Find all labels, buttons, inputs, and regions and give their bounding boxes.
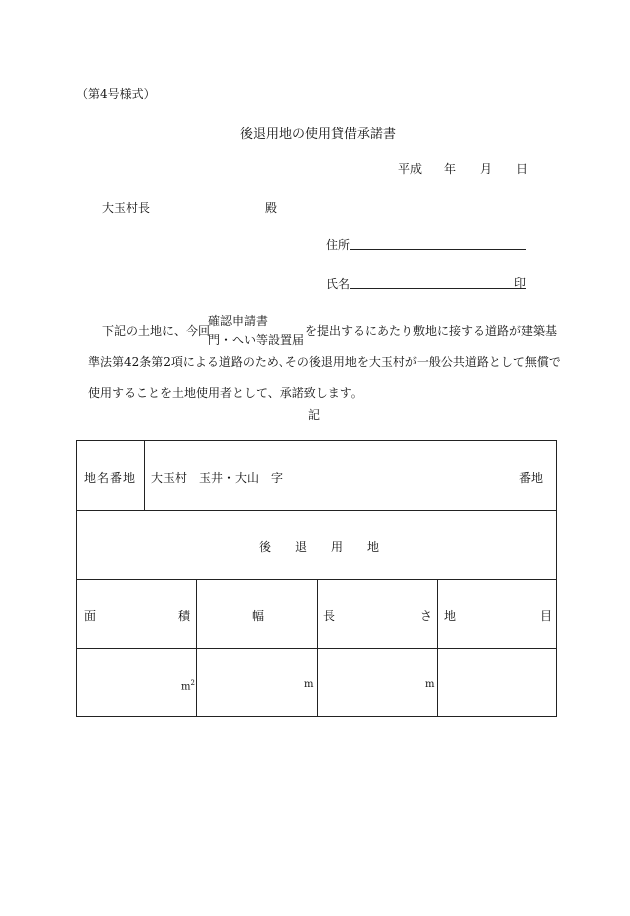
paragraph-line2: 準法第42条第2項による道路のため､その後退用地を大玉村が一般公共道路として無償で xyxy=(88,355,561,369)
addressee-honorific: 殿 xyxy=(265,201,278,215)
header-area-right: 積 xyxy=(178,609,191,623)
unit-width: m xyxy=(304,679,314,690)
column-divider xyxy=(437,579,438,716)
location-value[interactable]: 大玉村 玉井・大山 字 xyxy=(151,471,284,485)
header-length-right: さ xyxy=(420,609,433,623)
banchi-label: 番地 xyxy=(519,471,544,485)
name-label: 氏名 xyxy=(326,277,351,291)
seal-mark: 印 xyxy=(514,276,527,290)
name-field[interactable] xyxy=(350,288,526,289)
unit-length: m xyxy=(425,679,435,690)
date-year: 年 xyxy=(444,162,457,176)
setback-land-table xyxy=(76,440,557,717)
date-month: 月 xyxy=(480,162,493,176)
address-field[interactable] xyxy=(350,249,526,250)
area-input[interactable] xyxy=(78,649,195,716)
header-category-right: 目 xyxy=(540,609,553,623)
section-heading: 後 退 用 地 xyxy=(259,540,380,554)
header-length-left: 長 xyxy=(323,609,336,623)
form-number: （第4号様式） xyxy=(76,87,156,101)
address-label: 住所 xyxy=(326,238,351,252)
document-title: 後退用地の使用貸借承諾書 xyxy=(240,127,397,142)
paragraph-line3: 使用することを土地使用者として、承諾致します。 xyxy=(88,386,363,400)
date-era: 平成 xyxy=(398,162,423,176)
paragraph-line1-start: 下記の土地に、今回 xyxy=(102,324,211,338)
category-input[interactable] xyxy=(439,649,555,716)
addressee-name: 大玉村長 xyxy=(102,201,151,215)
column-divider xyxy=(196,579,197,716)
width-input[interactable] xyxy=(198,649,316,716)
row-divider xyxy=(77,510,556,511)
location-label: 地名番地 xyxy=(84,471,137,485)
header-category-left: 地 xyxy=(444,609,457,623)
header-area-left: 面 xyxy=(84,609,97,623)
option-gate-fence-notice: 門・へい等設置届 xyxy=(208,333,305,347)
header-width: 幅 xyxy=(252,609,265,623)
date-day: 日 xyxy=(516,162,529,176)
ki-marker: 記 xyxy=(308,408,321,422)
column-divider xyxy=(317,579,318,716)
unit-area: $m^2$ xyxy=(181,679,195,693)
option-confirmation-application: 確認申請書 xyxy=(208,314,269,328)
paragraph-line1-end: を提出するにあたり敷地に接する道路が建築基 xyxy=(305,324,558,338)
length-input[interactable] xyxy=(319,649,436,716)
column-divider xyxy=(144,441,145,510)
